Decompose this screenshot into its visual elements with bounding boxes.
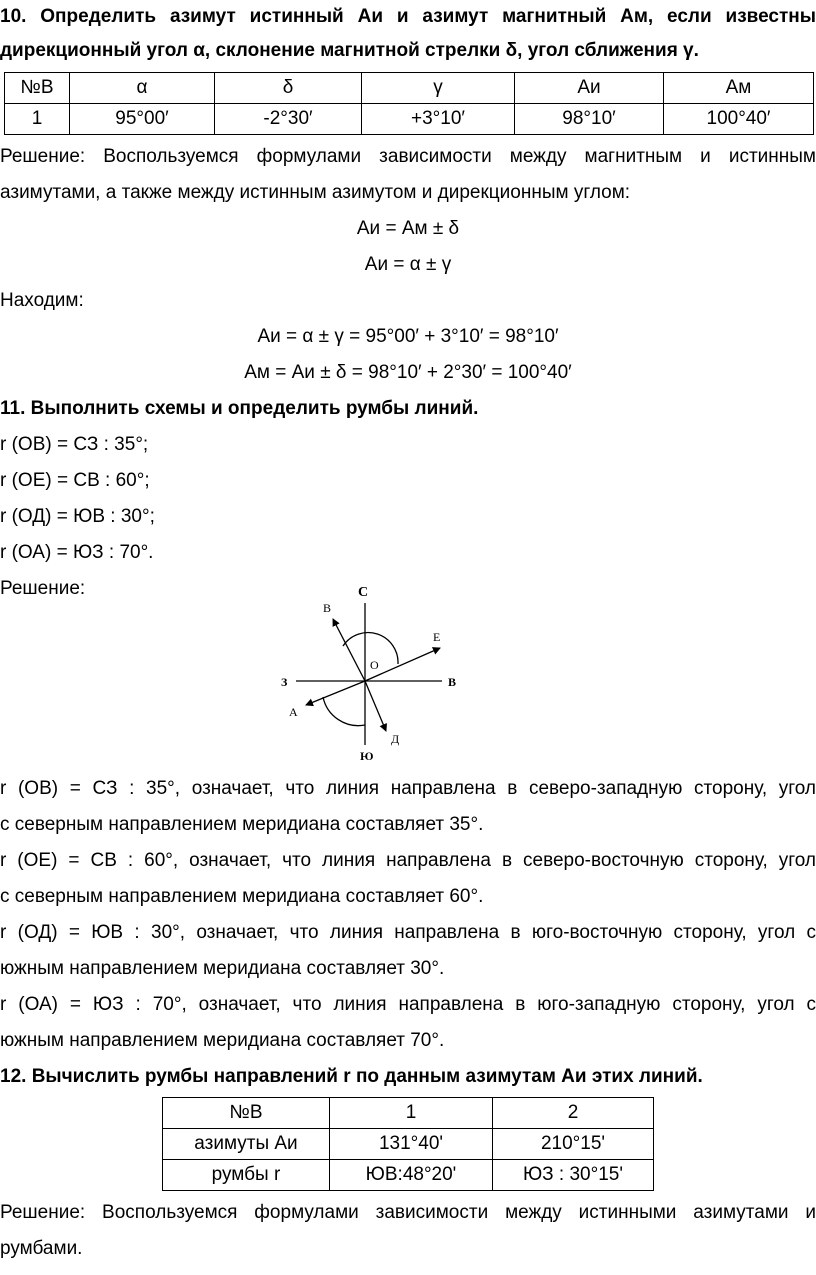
task10-heading-line2: дирекционный угол α, склонение магнитной стрелки δ, угол сближения γ. <box>0 40 699 61</box>
table-header-row <box>163 1098 654 1129</box>
expl-line: южным направлением меридиана составляет 30°. <box>0 958 445 979</box>
header-cell: №В <box>163 1098 330 1129</box>
label-point-e: Е <box>433 630 441 644</box>
rumb-item: r (ОА) = ЮЗ : 70°. <box>0 542 154 563</box>
label-east: В <box>448 675 457 689</box>
task11-heading: 11. Выполнить схемы и определить румбы линий. <box>0 398 479 419</box>
table-cell: 98°10′ <box>515 104 664 135</box>
task10-solution-line2: азимутами, а также между истинным азимутом и дирекционным углом: <box>0 182 631 203</box>
table-cell: ЮЗ : 30°15' <box>493 1160 654 1191</box>
table-cell: ЮВ:48°20' <box>330 1160 493 1191</box>
header-cell: 2 <box>493 1098 654 1129</box>
calc-2: Ам = Аи ± δ = 98°10′ + 2°30′ = 100°40′ <box>244 362 572 383</box>
header-cell: Аи <box>515 73 664 104</box>
label-point-d: Д <box>391 732 400 746</box>
label-point-a: А <box>289 705 298 719</box>
expl-line: с северным направлением меридиана составляет 60°. <box>0 886 484 907</box>
expl-line: r (ОВ) = СЗ : 35°, означает, что линия направлена в северо-западную сторону, угол <box>0 778 816 799</box>
find-label: Находим: <box>0 290 84 311</box>
label-center: О <box>370 658 379 672</box>
expl-line: с северным направлением меридиана составляет 35°. <box>0 814 484 835</box>
expl-line: r (ОА) = ЮЗ : 70°, означает, что линия направлена в юго-западную сторону, угол с <box>0 994 816 1015</box>
table-cell: 100°40′ <box>664 104 814 135</box>
formula-2: Аи = α ± γ <box>364 254 452 275</box>
expl-line: r (ОД) = ЮВ : 30°, означает, что линия направлена в юго-восточную сторону, угол с <box>0 922 816 943</box>
table-cell: 95°00′ <box>70 104 215 135</box>
table-cell: азимуты Аи <box>163 1129 330 1160</box>
header-cell: Ам <box>664 73 814 104</box>
line-oa <box>306 681 365 705</box>
line-ob <box>333 619 365 681</box>
task11-solution-label: Решение: <box>0 578 86 599</box>
rumb-item: r (ОВ) = СЗ : 35°; <box>0 434 149 455</box>
table-cell: 210°15' <box>493 1129 654 1160</box>
line-od <box>365 681 386 731</box>
header-cell: γ <box>362 73 515 104</box>
header-cell: α <box>70 73 215 104</box>
header-cell: №В <box>5 73 70 104</box>
header-cell: 1 <box>330 1098 493 1129</box>
rumb-diagram <box>270 575 490 765</box>
table-row <box>163 1129 654 1160</box>
task10-heading-line1: 10. Определить азимут истинный Аи и азимут магнитный Ам, если известны <box>0 6 816 27</box>
task12-solution-line1: Решение: Воспользуемся формулами зависимости между истинными азимутами и <box>0 1202 816 1223</box>
calc-1: Аи = α ± γ = 95°00′ + 3°10′ = 98°10′ <box>257 326 559 347</box>
table-cell: -2°30′ <box>215 104 362 135</box>
label-point-b: В <box>323 601 332 615</box>
table-cell: +3°10′ <box>362 104 515 135</box>
formula-1: Аи = Ам ± δ <box>356 218 460 239</box>
task12-table <box>162 1097 654 1191</box>
task12-heading: 12. Вычислить румбы направлений r по данным азимутам Аи этих линий. <box>0 1066 703 1087</box>
table-header-row <box>5 73 814 104</box>
header-cell: δ <box>215 73 362 104</box>
table-cell: 131°40' <box>330 1129 493 1160</box>
task12-solution-line2: румбами. <box>0 1238 83 1259</box>
expl-line: южным направлением меридиана составляет 70°. <box>0 1030 445 1051</box>
angle-arc-south <box>323 697 365 726</box>
rumb-item: r (ОЕ) = СВ : 60°; <box>0 470 150 491</box>
task10-solution-line1: Решение: Воспользуемся формулами зависимости между магнитным и истинным <box>0 146 816 167</box>
table-row <box>5 104 814 135</box>
table-cell: 1 <box>5 104 70 135</box>
label-west: З <box>281 675 288 689</box>
label-south: Ю <box>360 749 374 763</box>
table-row <box>163 1160 654 1191</box>
rumb-item: r (ОД) = ЮВ : 30°; <box>0 506 155 527</box>
table-cell: румбы r <box>163 1160 330 1191</box>
task10-table <box>4 72 814 135</box>
expl-line: r (ОЕ) = СВ : 60°, означает, что линия направлена в северо-восточную сторону, угол <box>0 850 816 871</box>
label-north: С <box>358 585 369 600</box>
